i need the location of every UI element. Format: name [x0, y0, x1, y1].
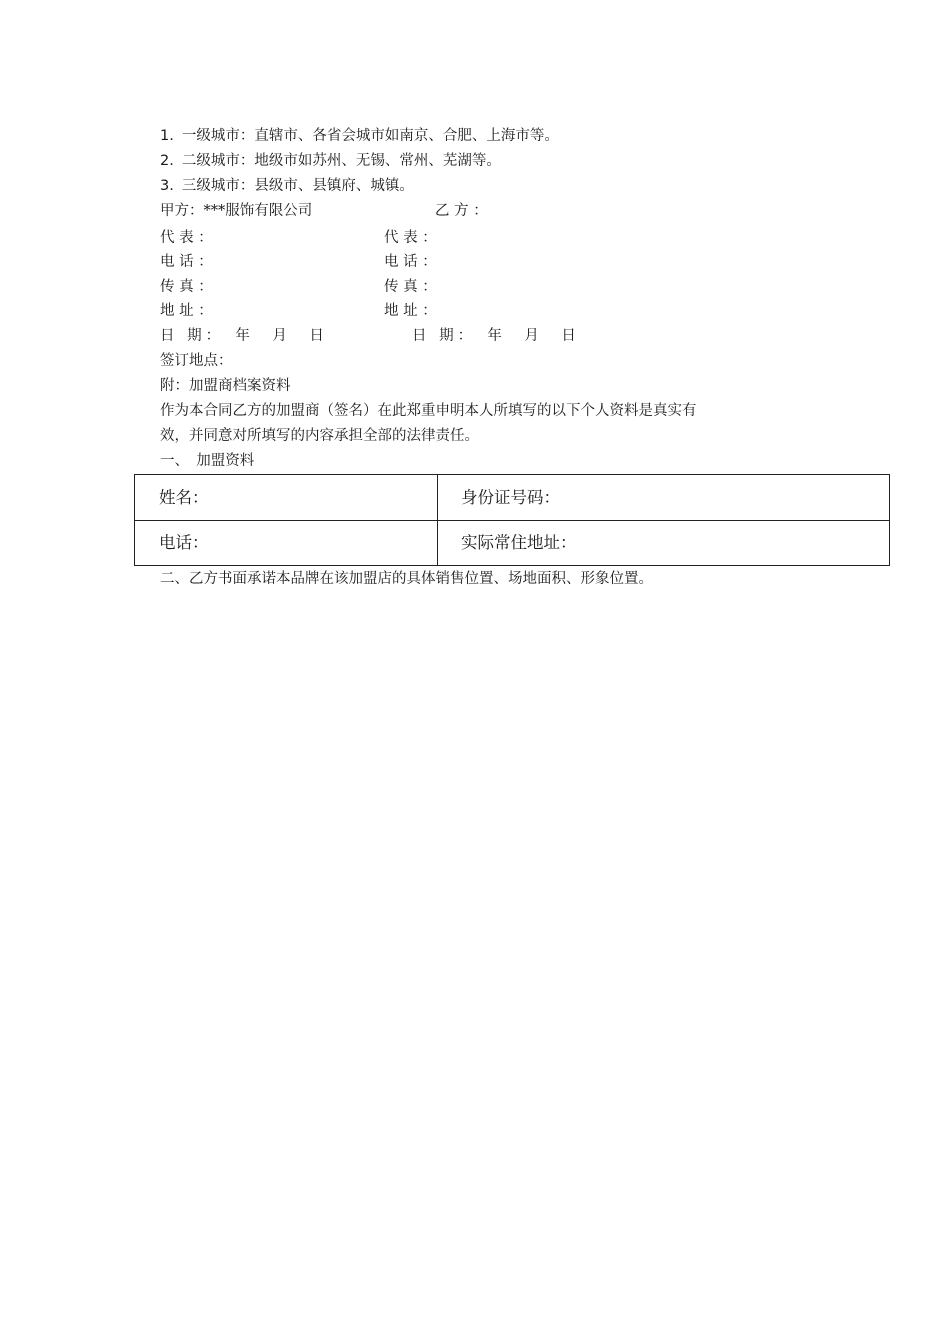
list-number: 1.	[160, 128, 174, 144]
list-text: 三级城市：县级市、县镇府、城镇。	[181, 178, 414, 194]
list-number: 3.	[160, 178, 174, 194]
party-a-address: 地 址 ：	[160, 303, 213, 319]
list-text: 二级城市：地级市如苏州、无锡、常州、芜湖等。	[181, 153, 501, 169]
city-tier-3	[160, 176, 414, 196]
party-b: 乙 方 ：	[435, 203, 488, 219]
party-a-phone: 电 话 ：	[160, 254, 213, 270]
city-tier-1	[160, 126, 559, 146]
section-two-text: 二、乙方书面承诺本品牌在该加盟店的具体销售位置、场地面积、形象位置。	[160, 571, 653, 587]
id-number-cell[interactable]: 身份证号码：	[461, 488, 560, 507]
party-a: 甲方：***服饰有限公司	[160, 203, 313, 219]
party-a-fax: 传 真 ：	[160, 279, 213, 295]
party-a-rep: 代 表 ：	[160, 230, 213, 246]
declaration-line-1: 作为本合同乙方的加盟商（签名）在此郑重申明本人所填写的以下个人资料是真实有	[160, 403, 697, 419]
party-b-fax: 传 真 ：	[384, 279, 437, 295]
appendix-title: 附：加盟商档案资料	[160, 378, 291, 394]
section-one-heading: 一、 加盟资料	[160, 453, 255, 469]
residence-cell[interactable]: 实际常住地址：	[461, 533, 577, 552]
city-tier-2	[160, 151, 501, 171]
party-b-date: 日 期： 年 月 日	[412, 328, 580, 344]
sign-place: 签订地点：	[160, 353, 233, 369]
franchisee-info-table	[134, 474, 890, 566]
table-row	[135, 475, 889, 521]
declaration-line-2: 效，并同意对所填写的内容承担全部的法律责任。	[160, 428, 479, 444]
phone-cell[interactable]: 电话：	[159, 533, 209, 552]
name-cell[interactable]: 姓名：	[159, 488, 209, 507]
party-a-date: 日 期： 年 月 日	[160, 328, 328, 344]
list-number: 2.	[160, 153, 174, 169]
party-b-phone: 电 话 ：	[384, 254, 437, 270]
party-b-address: 地 址 ：	[384, 303, 437, 319]
table-row	[135, 520, 889, 565]
party-b-rep: 代 表 ：	[384, 230, 437, 246]
list-text: 一级城市：直辖市、各省会城市如南京、合肥、上海市等。	[181, 128, 559, 144]
